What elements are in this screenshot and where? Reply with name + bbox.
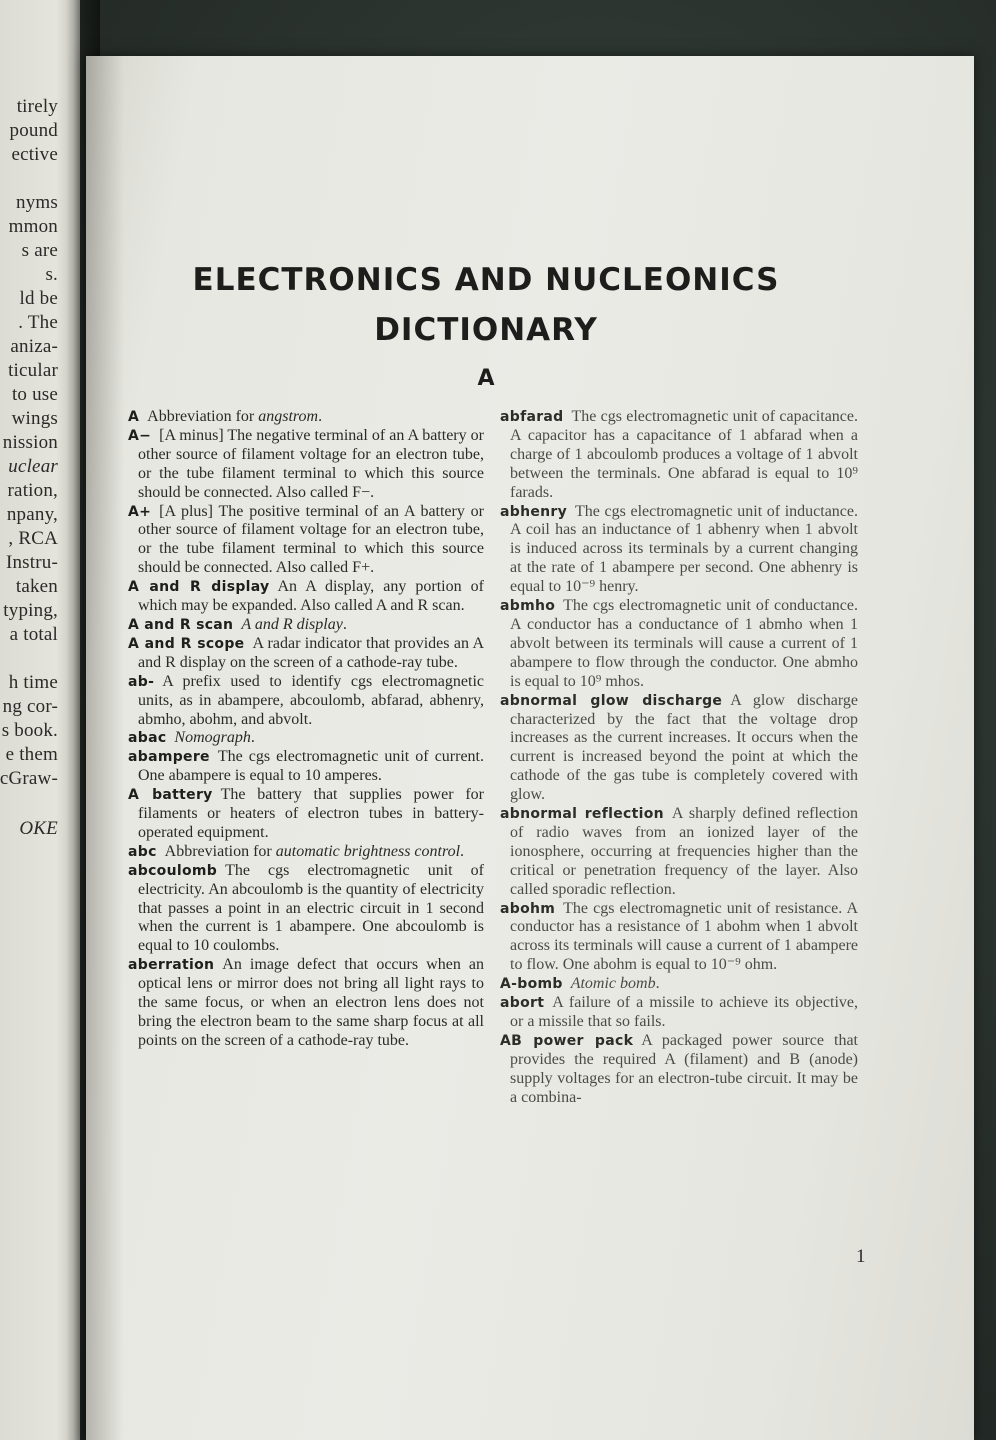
facing-page-fragment: pound [9, 120, 58, 141]
dictionary-entry [128, 956, 484, 1051]
entry-definition: A radar indicator that provides an A and R display on the screen of a cathode-ray tube. [138, 634, 485, 671]
dictionary-entry [128, 843, 484, 862]
entry-cross-reference: Atomic bomb [570, 975, 656, 993]
entries-column-right [500, 408, 858, 1108]
dictionary-entry [500, 597, 858, 692]
entry-punctuation: . [655, 975, 660, 993]
entry-headword: abnormal reflection [500, 806, 664, 823]
facing-page-fragment: uclear [8, 456, 58, 477]
facing-page-fragment: cGraw- [0, 768, 58, 789]
dictionary-entry [128, 616, 484, 635]
dictionary-entry [128, 578, 484, 616]
entry-cross-reference: automatic brightness control [275, 842, 461, 860]
entry-headword: abac [128, 730, 167, 747]
facing-page-fragment: ticular [8, 360, 58, 381]
entry-definition: A sharply defined reflection of radio waves from an ionized layer of the ionosphere, occurring at frequencies higher than the critical or penetration frequency of the layer. Also called sporadic reflection. [510, 805, 859, 898]
dictionary-entry [500, 805, 858, 900]
entry-punctuation: . [342, 615, 347, 633]
dictionary-page [86, 56, 974, 1440]
entry-definition: A glow discharge characterized by the fact that the voltage drop increases as the current increases. It occurs when the current is increased beyond the point at which the cathode of the gas tube is completely covered with glow. [510, 691, 858, 804]
entry-headword: A+ [128, 503, 152, 520]
entry-punctuation: . [460, 842, 465, 860]
facing-page-fragment: ld be [19, 288, 58, 309]
entry-headword: A and R display [128, 579, 270, 596]
dictionary-entry [500, 994, 858, 1032]
facing-page-fragment: nyms [16, 192, 58, 213]
dictionary-entry [500, 1032, 858, 1108]
entry-headword: A and R scan [128, 616, 234, 633]
entry-headword: A and R scope [128, 635, 245, 652]
dictionary-entry [128, 729, 484, 748]
facing-page-fragment: ration, [7, 480, 58, 501]
dictionary-entry [500, 503, 858, 598]
entry-definition: An image defect that occurs when an optical lens or mirror does not bring all light rays to the same focus, or when an electron lens does not bring the electron beam to the same sharp focus at all points on the screen of a cathode-ray tube. [138, 956, 484, 1049]
facing-page-fragment: , RCA [8, 528, 58, 549]
facing-page-fragment: taken [15, 576, 58, 597]
entry-definition: Abbreviation for [147, 408, 259, 425]
entry-headword: abohm [500, 900, 556, 917]
entry-definition: A prefix used to identify cgs electromagnetic units, as in abampere, abcoulomb, abfarad, abhenry, abmho, abohm, and abvolt. [138, 672, 484, 728]
facing-page-fragment: ective [11, 144, 58, 165]
entry-definition: The cgs electromagnetic unit of capacitance. A capacitor has a capacitance of 1 abfarad when a charge of 1 abcoulomb produces a voltage of 1 abvolt between the terminals. One abfarad is equal to 10⁹ farads. [510, 408, 858, 501]
facing-page-fragment: mmon [8, 216, 58, 237]
facing-page-fragment: a total [9, 624, 58, 645]
entry-headword: A-bomb [500, 976, 563, 993]
facing-page-fragment: nission [2, 432, 58, 453]
facing-page-fragment: typing, [3, 600, 58, 621]
facing-page-fragment: aniza- [10, 336, 58, 357]
dictionary-entry [128, 673, 484, 730]
entry-headword: abmho [500, 598, 556, 615]
entry-punctuation: . [250, 729, 255, 747]
facing-page-fragment: e them [5, 744, 58, 765]
entry-headword: A− [128, 427, 152, 444]
entry-headword: abfarad [500, 409, 564, 425]
dictionary-entry [500, 975, 858, 994]
entry-definition: The cgs electromagnetic unit of electricity. An abcoulomb is the quantity of electricity that passes a point in an electric circuit in 1 second when the current is 1 abampere. One abcoulomb is equal to 10 coulombs. [138, 861, 484, 955]
entry-headword: AB power pack [500, 1032, 634, 1049]
dictionary-entry [128, 408, 484, 427]
entry-definition: [A minus] The negative terminal of an A battery or other source of filament voltage for an electron tube, or the tube filament terminal to which this source should be connected. Also called F−. [138, 426, 484, 501]
facing-page-fragment: wings [11, 408, 58, 429]
facing-page-fragment: s book. [1, 720, 58, 741]
entry-definition: The cgs electromagnetic unit of inductance. A coil has an inductance of 1 abhenry when 1 abvolt is induced across its terminals by a current changing at the rate of 1 abampere per second. One abhenry is equal to 10⁻⁹ henry. [510, 502, 858, 596]
entry-headword: abcoulomb [128, 862, 218, 879]
facing-page-fragment: s are [21, 240, 58, 261]
entry-definition: A failure of a missile to achieve its objective, or a missile that so fails. [510, 994, 858, 1030]
entry-definition: The cgs electromagnetic unit of conductance. A conductor has a conductance of 1 abmho when 1 abvolt between its terminals will cause a current of 1 abampere to flow through the conductor. One abmho is equal to 10⁹ mhos. [510, 597, 858, 690]
facing-page-fragment: s. [45, 264, 58, 285]
entries-column-left [128, 408, 484, 1051]
facing-page-fragment: ng cor- [2, 696, 58, 717]
dictionary-entry [128, 427, 484, 503]
facing-page-fragment: tirely [16, 96, 58, 117]
dictionary-entry [500, 692, 858, 805]
dictionary-entry [128, 635, 484, 673]
entry-headword: A battery [128, 787, 213, 804]
dictionary-entry [500, 408, 858, 503]
page-number: 1 [856, 1246, 866, 1267]
entry-headword: ab- [128, 673, 155, 690]
entry-headword: abhenry [500, 503, 568, 520]
page-title-line1: ELECTRONICS AND NUCLEONICS [192, 262, 780, 298]
entry-headword: aberration [128, 957, 215, 974]
entry-definition: The cgs electromagnetic unit of current. One abampere is equal to 10 amperes. [138, 748, 484, 785]
page-title-line2: DICTIONARY [374, 312, 598, 348]
facing-page-fragment: to use [11, 384, 58, 405]
entry-definition: The cgs electromagnetic unit of resistance. A conductor has a resistance of 1 abohm when 1 abvolt across its terminals will cause a current of 1 abampere to flow. One abohm is equal to 10⁻⁹ ohm. [510, 899, 858, 974]
facing-page-fragment: h time [8, 672, 58, 693]
entry-headword: abc [128, 843, 157, 860]
section-letter: A [477, 366, 495, 391]
entry-headword: abort [500, 995, 545, 1012]
entry-cross-reference: A and R display [241, 615, 343, 633]
entry-punctuation: . [318, 408, 323, 425]
facing-page-fragment: OKE [19, 818, 58, 839]
facing-page-fragment: Instru- [5, 552, 58, 573]
entry-headword: A [128, 409, 140, 425]
entry-definition: The battery that supplies power for filaments or heaters of electron tubes in battery-operated equipment. [138, 786, 484, 841]
dictionary-entry [500, 900, 858, 976]
entry-headword: abampere [128, 749, 210, 766]
facing-page-fragment: . The [18, 312, 58, 333]
dictionary-entry [128, 786, 484, 843]
facing-page-fragment: npany, [6, 504, 58, 525]
dictionary-entry [128, 748, 484, 786]
entry-cross-reference: Nomograph [174, 729, 251, 747]
entry-definition: Abbreviation for [164, 842, 276, 860]
entry-headword: abnormal glow discharge [500, 692, 723, 709]
entry-definition: An A display, any portion of which may be expanded. Also called A and R scan. [138, 578, 485, 615]
entry-cross-reference: angstrom [258, 408, 319, 425]
entry-definition: [A plus] The positive terminal of an A battery or other source of filament voltage for an electron tube, or the tube filament terminal to which this source should be connected. Also called F+. [138, 502, 484, 577]
dictionary-entry [128, 503, 484, 579]
dictionary-entry [128, 862, 484, 957]
entry-definition: A packaged power source that provides the required A (filament) and B (anode) supply voltages for an electron-tube circuit. It may be a combina- [510, 1031, 858, 1106]
